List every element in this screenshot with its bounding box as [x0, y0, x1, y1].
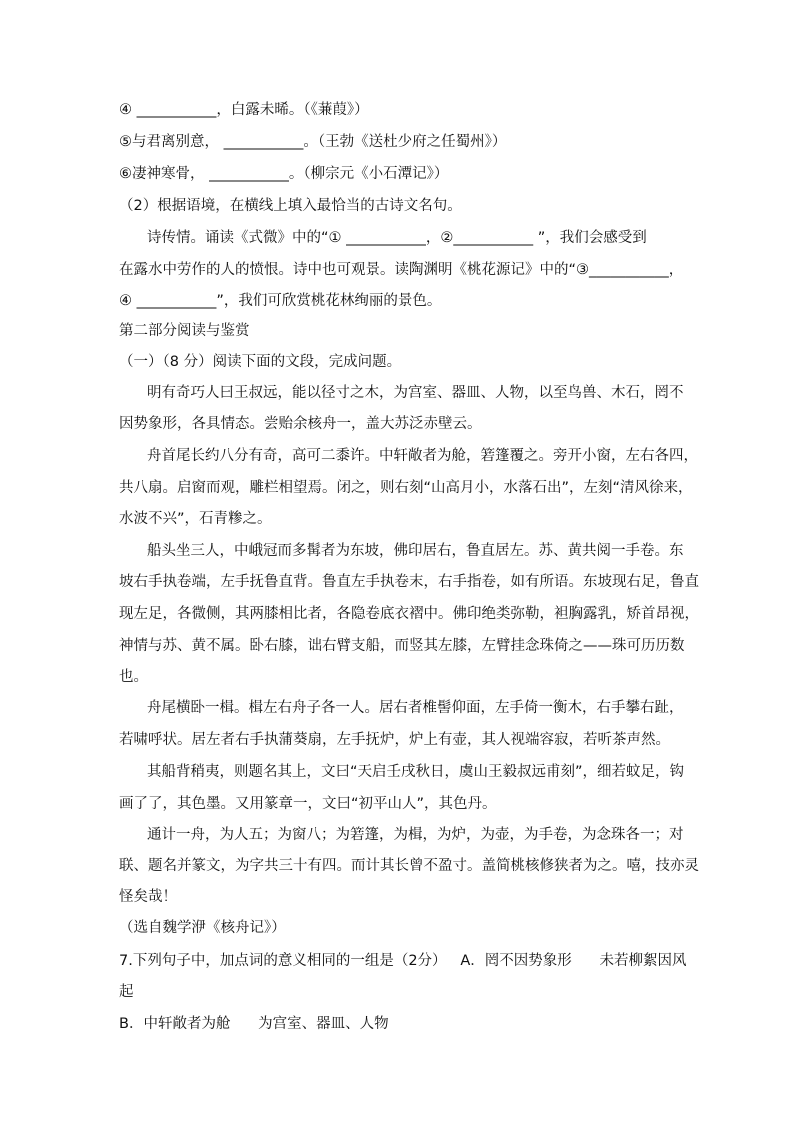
subsection-heading: （一）（8 分）阅读下面的文段，完成问题。: [119, 354, 402, 370]
section-heading: 第二部分阅读与鉴赏: [119, 323, 250, 339]
text-line: 因势象形，各具情态。尝贻余核舟一，盖大苏泛赤壁云。: [119, 416, 482, 432]
text-line: 现左足，各微侧，其两膝相比者，各隐卷底衣褶中。佛印绝类弥勒，袒胸露乳，矫首昂视，: [119, 606, 699, 622]
text-line: 画了了，其色墨。又用篆章一，文曰“初平山人”，其色丹。: [119, 796, 497, 812]
text-line: 若啸呼状。居左者右手执蒲葵扇，左手抚炉，炉上有壶，其人视端容寂，若听茶声然。: [119, 732, 670, 748]
text-line: （2）根据语境，在横线上填入最恰当的古诗文名句。: [119, 198, 462, 214]
text-line: 诗传情。诵读《式微》中的“① ___________，②___________ ”，我们会感受到: [147, 230, 647, 246]
text-line: 船头坐三人，中峨冠而多髯者为东坡，佛印居右，鲁直居左。苏、黄共阅一手卷。东: [147, 543, 684, 559]
text-line: ⑤与君离别意， ___________。（王勃《送杜少府之任蜀州》）: [119, 134, 507, 150]
text-line: 其船背稍夷，则题名其上，文曰“天启壬戌秋日，虞山王毅叔远甫刻”，细若蚊足，钩: [147, 764, 685, 780]
source-citation: （选自魏学洢《核舟记》）: [119, 920, 286, 936]
text-line: 水波不兴”，石青糁之。: [119, 511, 272, 527]
text-line: 神情与苏、黄不属。卧右膝，诎右臂支船，而竖其左膝，左臂挂念珠倚之——珠可历历数: [119, 638, 685, 654]
text-line: 起: [119, 984, 134, 1000]
text-line: 舟首尾长约八分有奇，高可二黍许。中轩敞者为舱，箬篷覆之。旁开小窗，左右各四，: [147, 448, 698, 464]
text-line: 也。: [119, 669, 148, 685]
text-line: ④ ___________”，我们可欣赏桃花林绚丽的景色。: [119, 293, 442, 309]
text-line: ④ ___________，白露未晞。（《蒹葭》）: [119, 102, 369, 118]
text-line: 通计一舟，为人五；为窗八；为箬篷，为楫，为炉，为壶，为手卷，为念珠各一；对: [147, 827, 684, 843]
text-line: ⑥凄神寒骨， ___________。（柳宗元《小石潭记》）: [119, 166, 449, 182]
text-line: 共八扇。启窗而观，雕栏相望焉。闭之，则右刻“山高月小，水落石出”，左刻“清风徐来，: [119, 480, 693, 496]
text-line: 明有奇巧人曰王叔远，能以径寸之木，为宫室、器皿、人物，以至鸟兽、木石，罔不: [147, 385, 684, 401]
option-b: B．中轩敞者为舱 为宫室、器皿、人物: [119, 1016, 389, 1032]
text-line: 坡右手执卷端，左手抚鲁直背。鲁直左手执卷末，右手指卷，如有所语。东坡现右足，鲁直: [119, 574, 699, 590]
text-line: 怪矣哉！: [119, 889, 177, 905]
question-7: 7.下列句子中，加点词的意义相同的一组是（2分） A．罔不因势象形 未若柳絮因风: [119, 953, 687, 969]
text-line: 联、题名并篆文，为字共三十有四。而计其长曾不盈寸。盖简桃核修狭者为之。嘻，技亦灵: [119, 858, 699, 874]
text-line: 舟尾横卧一楫。楫左右舟子各一人。居右者椎髻仰面，左手倚一衡木，右手攀右趾，: [147, 700, 684, 716]
text-line: 在露水中劳作的人的愤恨。诗中也可观景。读陶渊明《桃花源记》中的“③___________，: [119, 262, 684, 278]
